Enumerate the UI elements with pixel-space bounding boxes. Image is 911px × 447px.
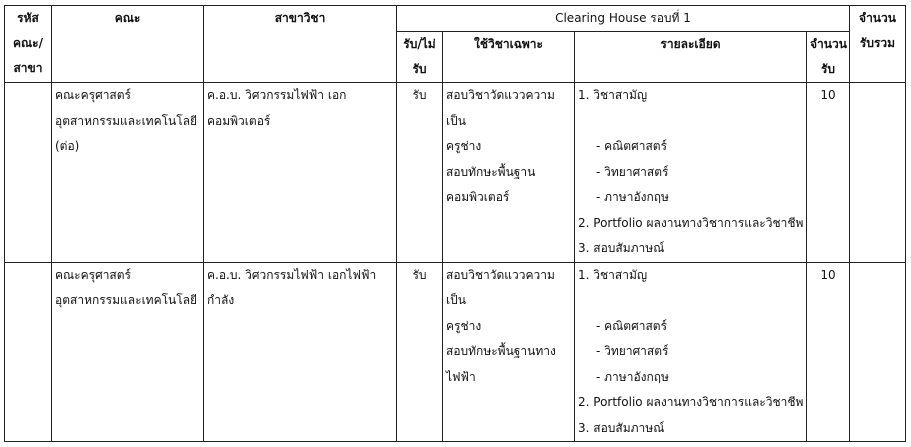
cell-major: ค.อ.บ. วิศวกรรมไฟฟ้า เอกไฟฟ้า กำลัง [204,262,397,442]
header-accept: รับ/ไม่ รับ [397,32,443,83]
cell-total [850,262,906,442]
table-row [5,262,906,442]
header-subjects: ใช้วิชาเฉพาะ [443,32,575,83]
cell-subjects: สอบวิชาวัดแววความ เป็น ครูช่าง สอบทักษะพื้นฐาน คอมพิวเตอร์ [443,83,575,263]
cell-major: ค.อ.บ. วิศวกรรมไฟฟ้า เอก คอมพิวเตอร์ [204,83,397,263]
cell-total [850,83,906,263]
cell-faculty: คณะครุศาสตร์ อุตสาหกรรมและเทคโนโลยี [52,262,204,442]
table-row [5,83,906,263]
cell-accept: รับ [397,262,443,442]
cell-details: 1. วิชาสามัญ - คณิตศาสตร์ - วิทยาศาสตร์ - ภาษาอังกฤษ 2. Portfolio ผลงานทางวิชาการและวิชาชีพ 3. สอบสัมภาษณ์ [575,262,807,442]
cell-code [5,83,52,263]
header-faculty: คณะ [52,6,204,83]
header-total: จำนวน รับรวม [850,6,906,83]
cell-faculty: คณะครุศาสตร์ อุตสาหกรรมและเทคโนโลยี (ต่อ) [52,83,204,263]
header-code: รหัส คณะ/ สาขา [5,6,52,83]
header-clearing-house: Clearing House รอบที่ 1 [397,6,850,32]
cell-count: 10 [807,262,850,442]
header-major: สาขาวิชา [204,6,397,83]
header-count: จำนวน รับ [807,32,850,83]
cell-accept: รับ [397,83,443,263]
header-details: รายละเอียด [575,32,807,83]
cell-subjects: สอบวิชาวัดแววความ เป็น ครูช่าง สอบทักษะพื้นฐานทาง ไฟฟ้า [443,262,575,442]
cell-code [5,262,52,442]
cell-count: 10 [807,83,850,263]
cell-details: 1. วิชาสามัญ - คณิตศาสตร์ - วิทยาศาสตร์ - ภาษาอังกฤษ 2. Portfolio ผลงานทางวิชาการและวิชาชีพ 3. สอบสัมภาษณ์ [575,83,807,263]
admission-table [4,5,906,442]
